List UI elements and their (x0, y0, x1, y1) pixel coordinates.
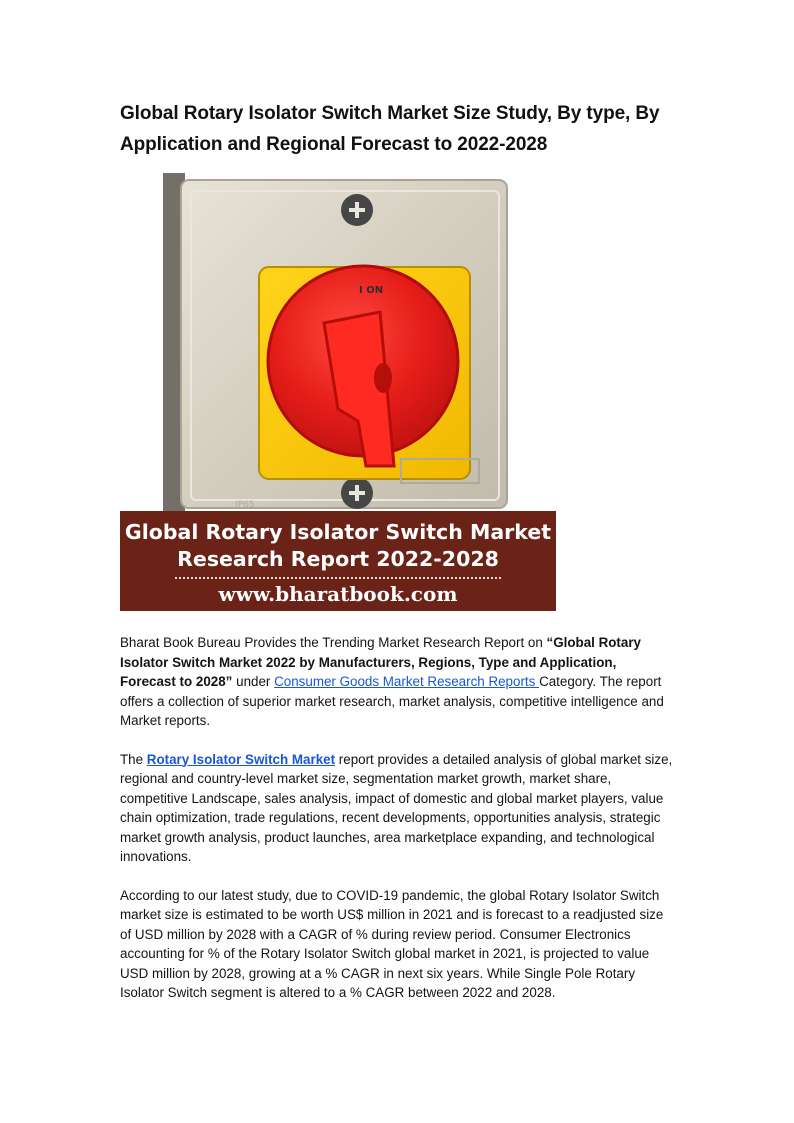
report-title-quote: “Global Rotary Isolator Switch Market 2022 by Manufacturers, Regions, Type and Application, Forecast to 2028” (120, 635, 641, 689)
rotary-isolator-switch-photo (163, 173, 513, 511)
banner-title-line-1: Global Rotary Isolator Switch Market (124, 520, 552, 544)
report-intro-paragraph (120, 633, 675, 731)
market-analysis-paragraph (120, 750, 675, 867)
consumer-goods-category-link[interactable]: Consumer Goods Market Research Reports (274, 674, 540, 689)
rotary-isolator-switch-market-link[interactable]: Rotary Isolator Switch Market (146, 751, 336, 767)
handle-hole (374, 363, 392, 393)
under-text: under (236, 674, 271, 689)
on-position-label: I ON (359, 285, 384, 296)
market-analysis-text: report provides a detailed analysis of global market size, regional and country-level market size, segmentation market growth, market share, competitive Landscape, sales analysis, impact of domestic and global market players, value chain optimization, trade regulations, recent developments, opportunities analysis, strategic market growth analysis, product launches, area marketplace expanding, and technological innovations. (120, 751, 673, 864)
banner-dotted-divider (175, 577, 501, 579)
report-intro-text: Bharat Book Bureau Provides the Trending Market Research Report on (120, 635, 547, 650)
paragraph-prefix: The (120, 751, 147, 767)
document-page (120, 98, 675, 1003)
category-description-text: Category. The report offers a collection of superior market research, market analysis, competitive intelligence and Market reports. (120, 674, 664, 728)
report-banner (120, 511, 556, 611)
banner-website-url: www.bharatbook.com (218, 582, 458, 606)
study-summary-paragraph: According to our latest study, due to COVID-19 pandemic, the global Rotary Isolator Switch market size is estimated to be worth US$ million in 2021 and is forecast to a readjusted size of USD million by 2028 with a CAGR of % during review period. Consumer Electronics accounting for % of the Rotary Isolator Switch global market in 2021, is projected to value USD million by 2028, growing at a % CAGR in next six years. While Single Pole Rotary Isolator Switch segment is altered to a % CAGR between 2022 and 2028. (120, 887, 664, 1000)
document-title: Global Rotary Isolator Switch Market Size Study, By type, By Application and Regional Forecast to 2022-2028 (120, 103, 660, 155)
banner-title-line-2: Research Report 2022-2028 (177, 547, 499, 571)
ip-rating-mark: IP65 (235, 500, 255, 510)
report-cover-image (120, 173, 556, 611)
